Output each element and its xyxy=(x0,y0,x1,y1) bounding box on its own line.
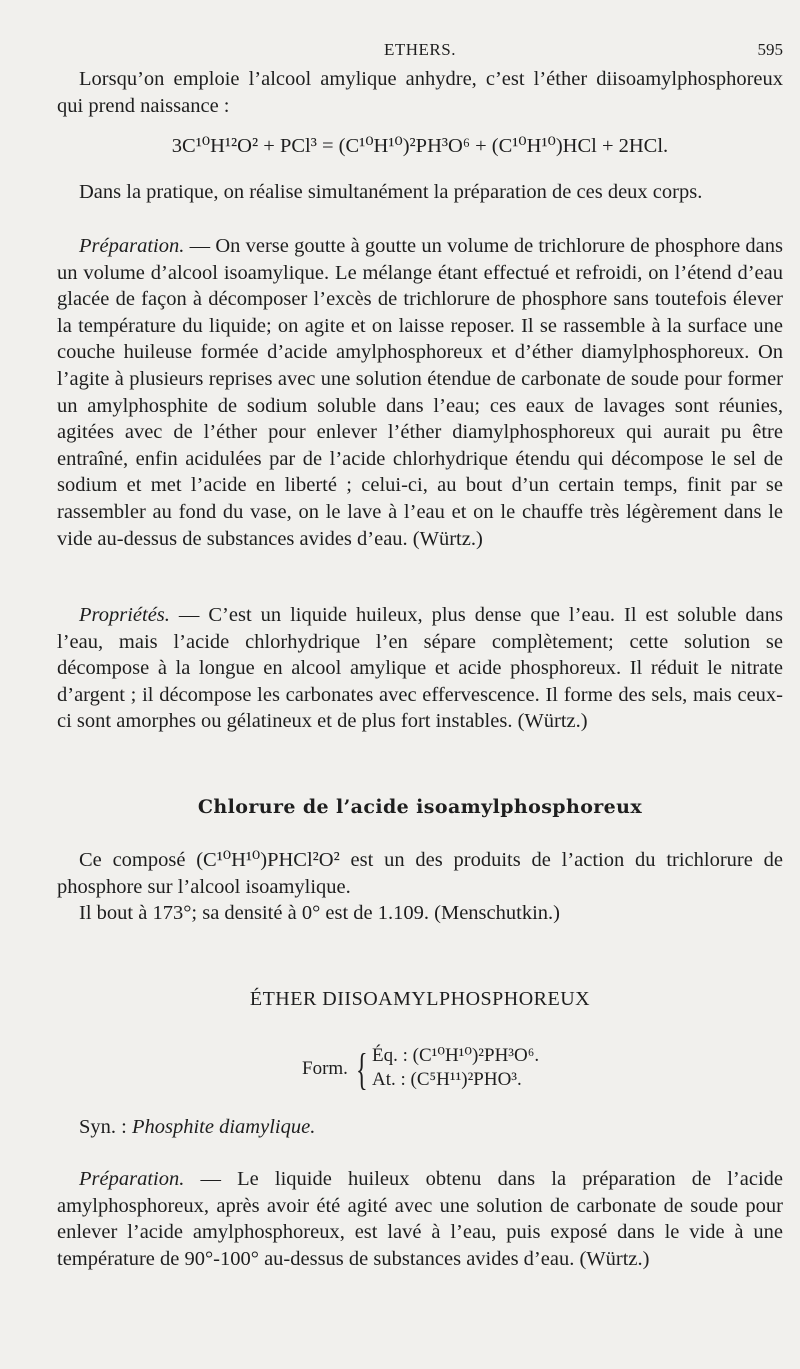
equivalent-formula: Éq. : (C¹⁰H¹⁰)²PH³O⁶. xyxy=(372,1045,540,1066)
section-heading-ether: ÉTHER DIISOAMYLPHOSPHOREUX xyxy=(249,988,591,1010)
intro-paragraph-block xyxy=(57,66,783,119)
preparation-label: Préparation. xyxy=(79,235,185,257)
practice-paragraph-block xyxy=(57,179,783,206)
atomic-formula: At. : (C⁵H¹¹)²PHO³. xyxy=(372,1069,522,1090)
chlorure-section xyxy=(57,847,783,927)
formula-label: Form. xyxy=(302,1058,348,1079)
section-heading-chlorure: Chlorure de l’acide isoamylphosphoreux xyxy=(197,796,643,818)
preparation-2-paragraph xyxy=(57,1166,783,1272)
synonym-label: Syn. : xyxy=(79,1116,132,1138)
chlorure-boiling-paragraph: Il bout à 173°; sa densité à 0° est de 1.109. (Menschutkin.) xyxy=(79,902,560,925)
practice-paragraph: Dans la pratique, on réalise simultanément la préparation de ces deux corps. xyxy=(79,181,703,203)
properties-paragraph xyxy=(57,602,783,735)
intro-paragraph: Lorsqu’on emploie l’alcool amylique anhydre, c’est l’éther diisoamylphosphoreux qui prend naissance : xyxy=(57,68,783,117)
brace-glyph: { xyxy=(356,1045,368,1094)
properties-section xyxy=(57,602,783,735)
running-header xyxy=(57,40,783,64)
preparation-2-section xyxy=(57,1166,783,1272)
chlorure-composition-paragraph: Ce composé (C¹⁰H¹⁰)PHCl²O² est un des produits de l’action du trichlorure de phosphore sur l’alcool isoamylique. xyxy=(57,849,783,898)
synonym-value: Phosphite diamylique. xyxy=(131,1116,316,1138)
preparation-2-label: Préparation. xyxy=(79,1168,185,1190)
preparation-2-text: — Le liquide huileux obtenu dans la préparation de l’acide amylphosphoreux, après avoir été agité avec une solution de carbonate de soude pour enlever l’acide amylphosphoreux, est lavé à l’eau, puis exposé dans le vide à une température de 90°-100° au-dessus de substances avides d’eau. (Würtz.) xyxy=(57,1168,783,1270)
properties-text: — C’est un liquide huileux, plus dense que l’eau. Il est soluble dans l’eau, mais l’acide chlorhydrique l’en sépare complètement; cette solution se décompose à la longue en alcool amylique et acide phosphoreux. Il réduit le nitrate d’argent ; il décompose les carbonates avec effervescence. Il forme des sels, mais ceux-ci sont amorphes ou gélatineux et de plus fort instables. (Würtz.) xyxy=(57,604,783,733)
preparation-paragraph xyxy=(57,233,783,552)
properties-label: Propriétés. xyxy=(79,604,170,626)
reaction-formula: 3C¹⁰H¹²O² + PCl³ = (C¹⁰H¹⁰)²PH³O⁶ + (C¹⁰H¹⁰)HCl + 2HCl. xyxy=(171,135,669,157)
synonym-line xyxy=(57,1114,783,1141)
preparation-text: — On verse goutte à goutte un volume de trichlorure de phosphore dans un volume d’alcool isoamylique. Le mélange étant effectué et refroidi, on l’étend d’eau glacée de façon à décomposer l’excès de trichlorure de phosphore sans toutefois élever la température du liquide; on agite et on laisse reposer. Il se rassemble à la surface une couche huileuse formée d’acide amylphosphoreux et d’éther diamylphosphoreux. On l’agite à plusieurs reprises avec une solution étendue de carbonate de soude pour former un amylphosphite de sodium soluble dans l’eau; ces eaux de lavages sont réunies, agitées avec de l’éther pour enlever l’éther diamylphosphoreux qui aurait pu être entraîné, enfin acidulées par de l’acide chlorhydrique étendu qui décompose le sel de sodium et met l’acide en liberté ; celui-ci, au bout d’un certain temps, finit par se rassembler au fond du vase, on le lave à l’eau et on le chauffe très légèrement dans le vide au-dessus de substances avides d’eau. (Würtz.) xyxy=(57,235,783,550)
running-title: ETHERS. xyxy=(384,40,456,59)
synonym-block xyxy=(57,1114,783,1141)
page-number: 595 xyxy=(757,40,783,59)
preparation-section xyxy=(57,233,783,552)
